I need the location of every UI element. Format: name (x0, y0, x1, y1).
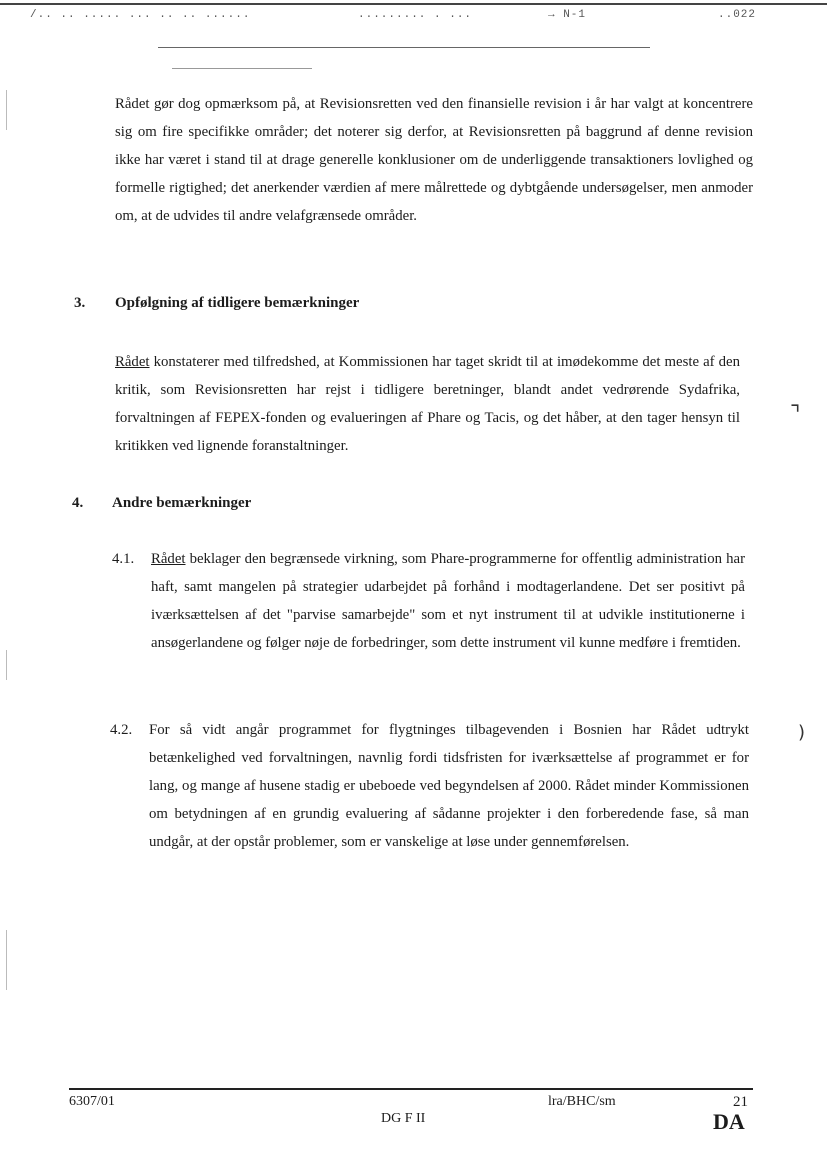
footer-directorate: DG F II (381, 1111, 426, 1126)
fax-header-page-marker: → N-1 (548, 9, 587, 21)
scan-edge-mark (6, 650, 7, 680)
header-rule (158, 47, 650, 48)
subsection-4-2-number: 4.2. (110, 722, 133, 738)
footer-page-number: 21 (733, 1094, 748, 1110)
footer-reference: 6307/01 (69, 1094, 115, 1109)
section-3-title: Opfølgning af tidligere bemærkninger (115, 295, 360, 311)
fax-header-middle: ......... . ... (358, 9, 473, 21)
subsection-4-2-paragraph: For så vidt angår programmet for flygtninges tilbagevenden i Bosnien har Rådet udtrykt betænkelighed ved forvaltningen, navnlig fordi tidsfristen for iværksættelse af programmet er for lang, og mange af husene stadig er ubeboede ved begyndelsen af 2000. Rådet minder Kommissionen om betydningen af en grundig evaluering af sådanne projekter i den forberedende fase, så man undgår, at der opstår problemer, som er vanskelige at løse under gennemførelsen. (149, 722, 749, 850)
scan-edge-mark (6, 90, 7, 130)
header-rule-short (172, 68, 312, 69)
margin-paren-mark: ) (798, 722, 806, 743)
subsection-4-1-paragraph (151, 545, 745, 657)
footer-rule (69, 1088, 753, 1090)
fax-header-rule (0, 3, 827, 5)
margin-bracket-mark: ⌝ (790, 402, 801, 427)
subsection-4-1-text: beklager den begrænsede virkning, som Phare-programmerne for offentlig administration har haft, samt mangelen på strategier udarbejdet på forhånd i modtagerlandene. Det ser positivt på iværksættelsen af det "parvise samarbejde" som et nyt instrument til at udvikle institutionerne i ansøgerlandene og følger nøje de forbedringer, som dette instrument vil kunne medføre i fremtiden. (151, 551, 745, 651)
subsection-4-1-number: 4.1. (112, 551, 135, 567)
section-3-text: konstaterer med tilfredshed, at Kommissionen har taget skridt til at imødekomme det meste af den kritik, som Revisionsretten har rejst i tidligere beretninger, blandt andet vedrørende Sydafrika, forvaltningen af FEPEX-fonden og evalueringen af Phare og Tacis, og det håber, at den tager hensyn til kritikken ved lignende foranstaltninger. (115, 354, 740, 454)
footer-language: DA (713, 1109, 745, 1134)
section-4-number: 4. (72, 495, 84, 511)
section-3-number: 3. (74, 295, 86, 311)
fax-header-right: ..022 (718, 9, 757, 21)
footer-initials: lra/BHC/sm (548, 1094, 616, 1109)
scan-edge-mark (6, 930, 7, 990)
intro-paragraph: Rådet gør dog opmærksom på, at Revisionsretten ved den finansielle revision i år har valgt at koncentrere sig om fire specifikke områder; det noterer sig derfor, at Revisionsretten på baggrund af denne revision ikke har været i stand til at drage generelle konklusioner om de underliggende transaktioners lovlighed og formelle rigtighed; det anerkender værdien af mere målrettede og dybtgående undersøgelser, men anmoder om, at de udvides til andre velafgrænsede områder. (115, 96, 753, 224)
section-3-paragraph (115, 348, 740, 460)
section-4-title: Andre bemærkninger (112, 495, 252, 511)
fax-header-left: /.. .. ..... ... .. .. ...... (30, 9, 251, 21)
fax-header (0, 0, 827, 30)
section-3-lead: Rådet (115, 354, 150, 370)
subsection-4-1-lead: Rådet (151, 551, 186, 567)
